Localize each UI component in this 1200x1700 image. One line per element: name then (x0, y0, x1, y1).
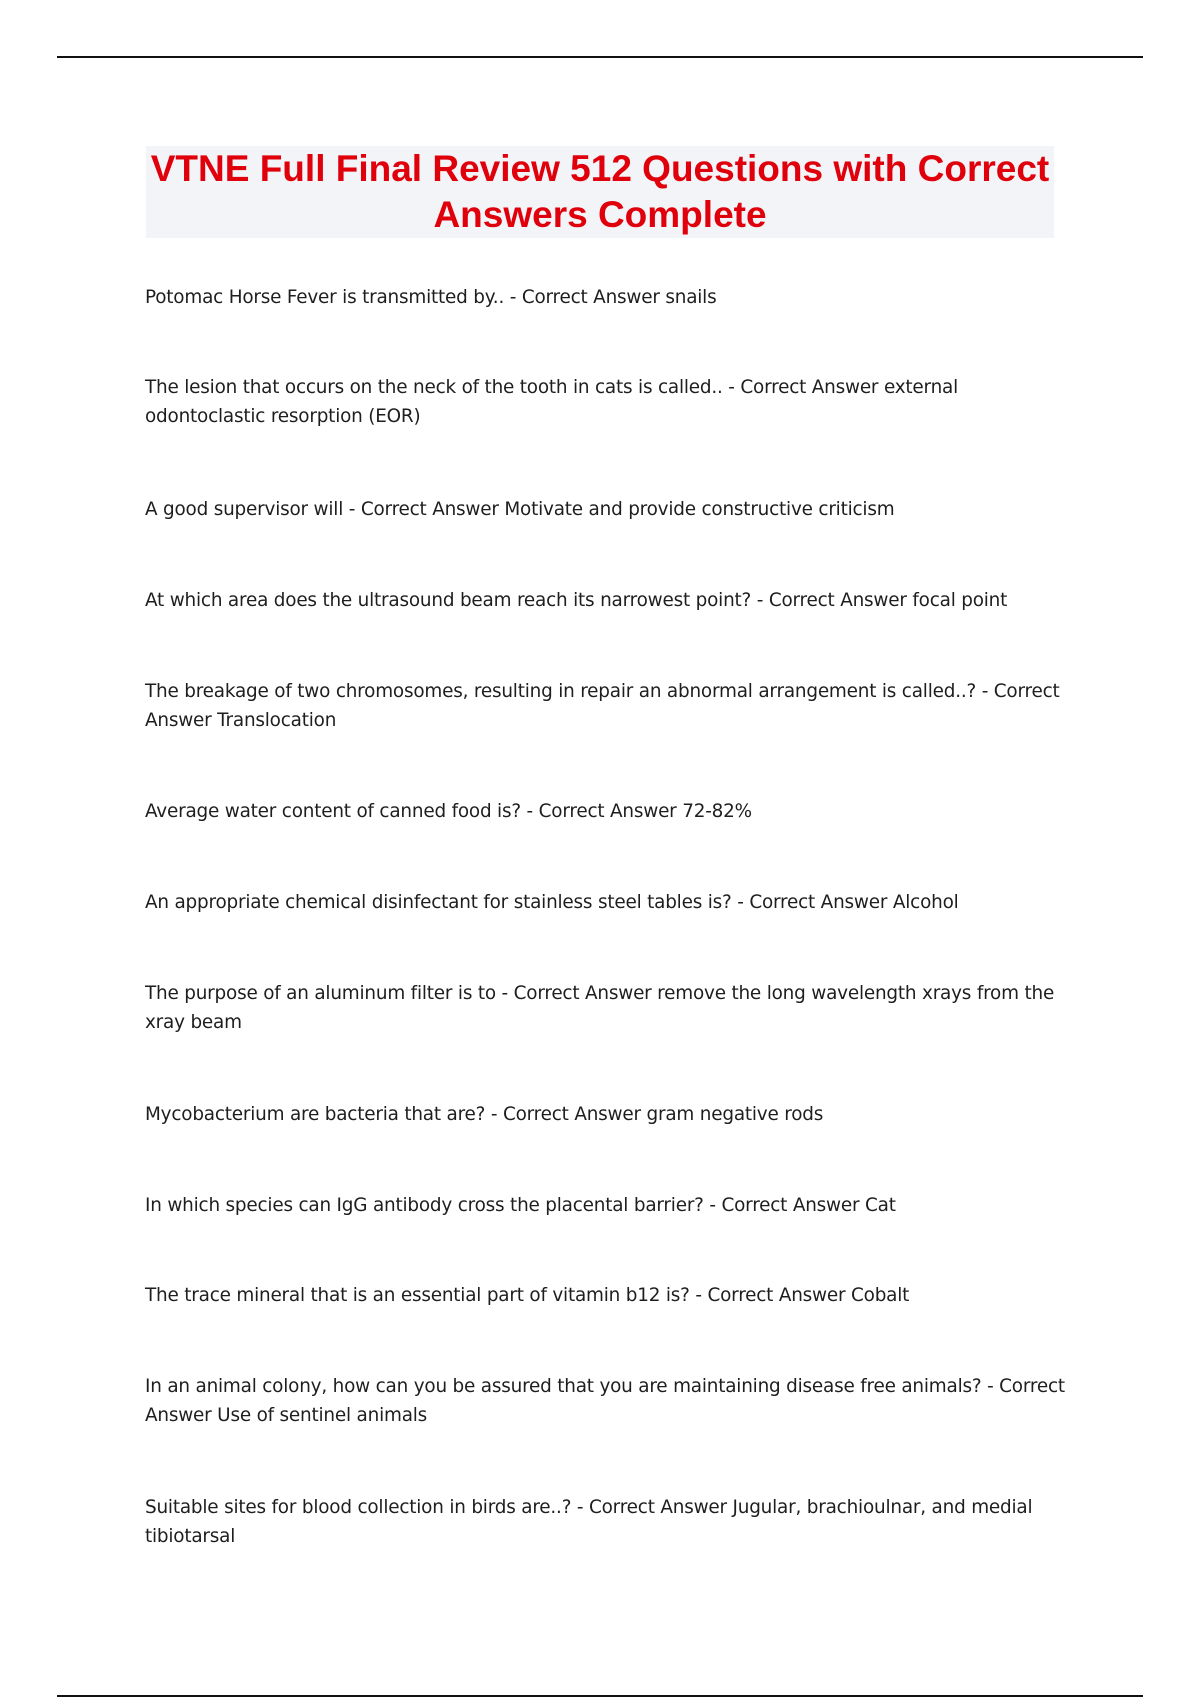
qa-item-9: Mycobacterium are bacteria that are? - Correct Answer gram negative rods (145, 1104, 824, 1126)
qa-item-2: The lesion that occurs on the neck of the tooth in cats is called.. - Correct Answer external odontoclastic resorption (EOR) (145, 377, 959, 428)
qa-item-10: In which species can IgG antibody cross the placental barrier? - Correct Answer Cat (145, 1195, 896, 1217)
document-title: VTNE Full Final Review 512 Questions with Correct Answers Complete (150, 148, 1050, 235)
top-rule (57, 56, 1143, 58)
qa-item-13: Suitable sites for blood collection in birds are..? - Correct Answer Jugular, brachioulnar, and medial tibiotarsal (145, 1497, 1033, 1548)
qa-item-1: Potomac Horse Fever is transmitted by.. - Correct Answer snails (145, 287, 717, 309)
qa-item-11: The trace mineral that is an essential part of vitamin b12 is? - Correct Answer Cobalt (145, 1285, 910, 1307)
qa-item-4: At which area does the ultrasound beam reach its narrowest point? - Correct Answer focal point (145, 590, 1008, 612)
qa-item-12: In an animal colony, how can you be assured that you are maintaining disease free animals? - Correct Answer Use of sentinel animals (145, 1376, 1065, 1427)
qa-item-5: The breakage of two chromosomes, resulting in repair an abnormal arrangement is called..? - Correct Answer Translocation (145, 681, 1060, 732)
title-banner (146, 146, 1054, 238)
qa-item-8: The purpose of an aluminum filter is to - Correct Answer remove the long wavelength xrays from the xray beam (145, 983, 1055, 1034)
qa-item-3: A good supervisor will - Correct Answer Motivate and provide constructive criticism (145, 499, 895, 521)
qa-item-6: Average water content of canned food is? - Correct Answer 72-82% (145, 801, 752, 823)
qa-item-7: An appropriate chemical disinfectant for stainless steel tables is? - Correct Answer Alcohol (145, 892, 959, 914)
bottom-rule (57, 1695, 1143, 1697)
